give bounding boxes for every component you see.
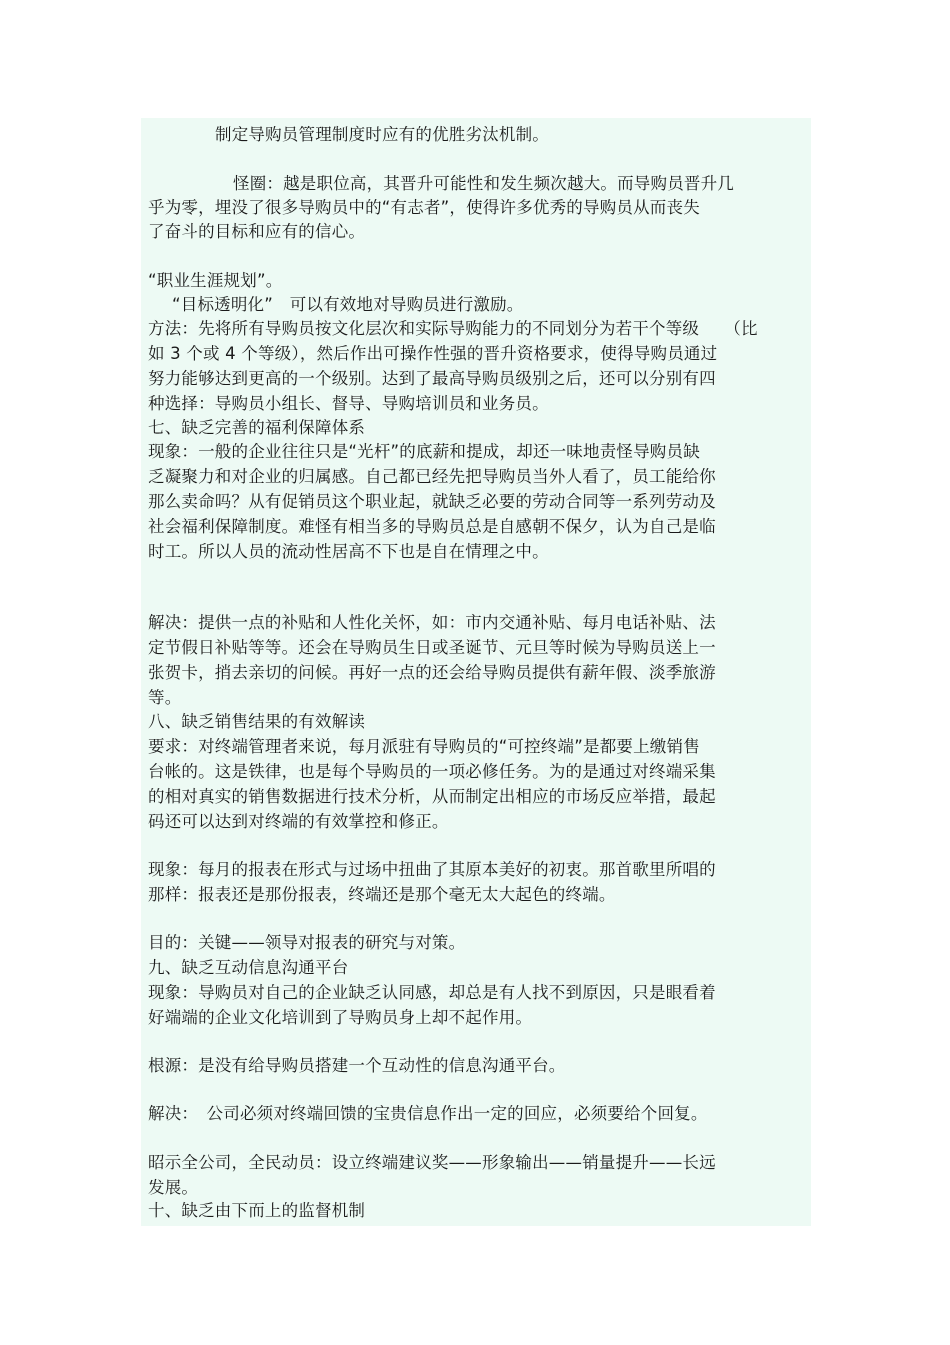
text-line: “职业生涯规划”。	[148, 271, 283, 290]
text-line: 了奋斗的目标和应有的信心。	[148, 222, 366, 241]
text-line: 要求：对终端管理者来说，每月派驻有导购员的“可控终端”是都要上缴销售	[148, 737, 700, 756]
text-line: 台帐的。这是铁律，也是每个导购员的一项必修任务。为的是通过对终端采集	[148, 762, 716, 781]
text-line: 定节假日补贴等等。还会在导购员生日或圣诞节、元旦等时候为导购员送上一	[148, 638, 716, 657]
section-heading: 九、缺乏互动信息沟通平台	[148, 958, 349, 977]
text-line: 张贺卡，捎去亲切的问候。再好一点的还会给导购员提供有薪年假、淡季旅游	[148, 663, 716, 682]
text-line: 方法：先将所有导购员按文化层次和实际导购能力的不同划分为若干个等级 （比	[148, 319, 758, 338]
text-line: 制定导购员管理制度时应有的优胜劣汰机制。	[215, 125, 549, 144]
text-line: 发展。	[148, 1178, 199, 1197]
section-heading: 八、缺乏销售结果的有效解读	[148, 712, 366, 731]
text-line: 种选择：导购员小组长、督导、导购培训员和业务员。	[148, 394, 549, 413]
text-line: 解决：提供一点的补贴和人性化关怀，如：市内交通补贴、每月电话补贴、法	[148, 613, 716, 632]
text-line: 努力能够达到更高的一个级别。达到了最高导购员级别之后，还可以分别有四	[148, 369, 716, 388]
text-line: 的相对真实的销售数据进行技术分析，从而制定出相应的市场反应举措，最起	[148, 787, 716, 806]
text-line: 目的：关键——领导对报表的研究与对策。	[148, 933, 466, 952]
text-line: 根源：是没有给导购员搭建一个互动性的信息沟通平台。	[148, 1056, 566, 1075]
text-line: 乎为零，埋没了很多导购员中的“有志者”，使得许多优秀的导购员从而丧失	[148, 198, 700, 217]
text-line: 解决： 公司必须对终端回馈的宝贵信息作出一定的回应，必须要给个回复。	[148, 1104, 708, 1123]
text-line: 那样：报表还是那份报表，终端还是那个毫无太大起色的终端。	[148, 885, 616, 904]
text-line: 现象：导购员对自己的企业缺乏认同感，却总是有人找不到原因，只是眼看着	[148, 983, 716, 1002]
text-line: 社会福利保障制度。难怪有相当多的导购员总是自感朝不保夕，认为自己是临	[148, 517, 716, 536]
section-heading: 十、缺乏由下而上的监督机制	[148, 1201, 366, 1220]
text-line: 乏凝聚力和对企业的归属感。自己都已经先把导购员当外人看了，员工能给你	[148, 467, 716, 486]
section-heading: 七、缺乏完善的福利保障体系	[148, 418, 366, 437]
text-line: 码还可以达到对终端的有效掌控和修正。	[148, 812, 449, 831]
text-line: 现象：一般的企业往往只是“光杆”的底薪和提成，却还一味地责怪导购员缺	[148, 442, 700, 461]
text-line: 如 3 个或 4 个等级），然后作出可操作性强的晋升资格要求，使得导购员通过	[148, 344, 718, 363]
text-line: 现象：每月的报表在形式与过场中扭曲了其原本美好的初衷。那首歌里所唱的	[148, 860, 716, 879]
text-line: 时工。所以人员的流动性居高不下也是自在情理之中。	[148, 542, 549, 561]
text-line: 怪圈：越是职位高，其晋升可能性和发生频次越大。而导购员晋升几	[233, 174, 734, 193]
text-line: 好端端的企业文化培训到了导购员身上却不起作用。	[148, 1008, 533, 1027]
text-line: 昭示全公司，全民动员：设立终端建议奖——形象输出——销量提升——长远	[148, 1153, 716, 1172]
text-line: 那么卖命吗？从有促销员这个职业起，就缺乏必要的劳动合同等一系列劳动及	[148, 492, 716, 511]
text-line: “目标透明化” 可以有效地对导购员进行激励。	[172, 295, 524, 314]
text-line: 等。	[148, 688, 182, 707]
